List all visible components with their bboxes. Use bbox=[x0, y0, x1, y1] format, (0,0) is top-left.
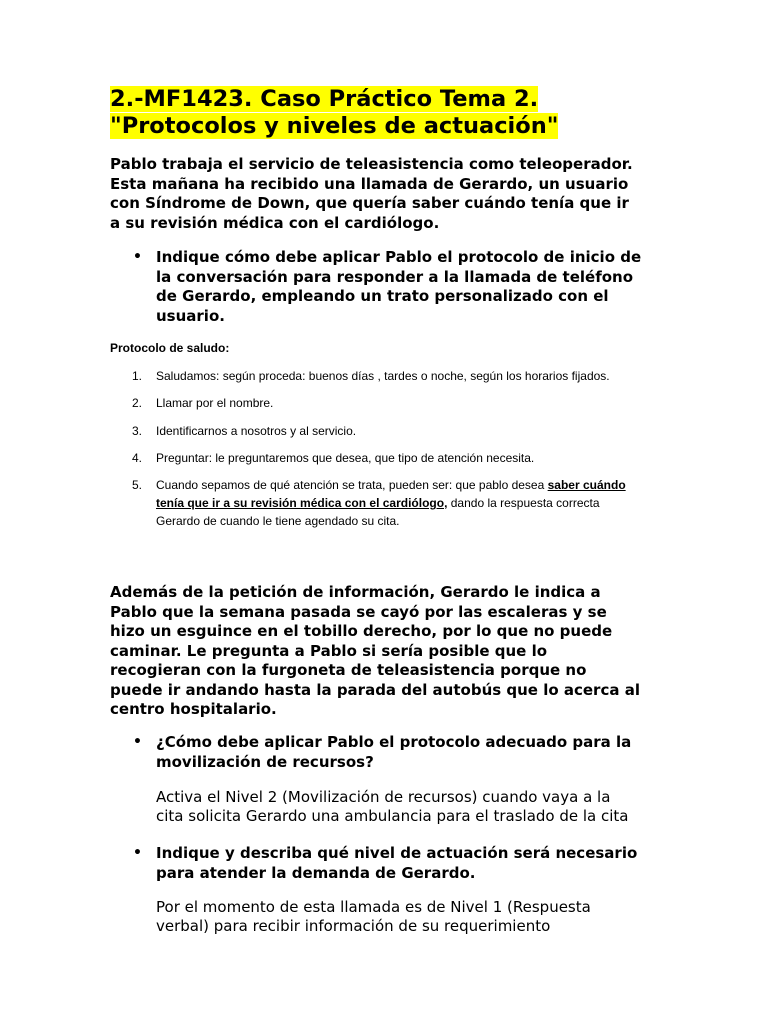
intro-paragraph: Pablo trabaja el servicio de teleasistencia como teleoperador. Esta mañana ha recibido una llamada de Gerardo, un usuario con Síndrome de Down, que quería saber cuándo tenía que ir a su revisión médica con el cardiólogo. bbox=[110, 155, 633, 232]
title-line-1: 2.-MF1423. Caso Práctico Tema 2. bbox=[110, 86, 539, 112]
bullet-icon: • bbox=[133, 734, 142, 750]
bullet-icon: • bbox=[133, 249, 142, 265]
bullet-icon: • bbox=[133, 845, 142, 861]
document-page: 2.-MF1423. Caso Práctico Tema 2. "Protocolos y niveles de actuación" Pablo trabaja el servicio de teleasistencia como teleoperador. Esta mañana ha recibido una llamada de Gerardo, un usuario con Síndrome de Down, que quería saber cuándo tenía que ir a su revisión médica con el cardiólogo. • Indique cómo debe aplicar Pablo el protocolo de inicio de la conversación para responder a la llamada de teléfono de Gerardo, empleando un trato personalizado con el usuario. Protocolo de saludo: 1. Saludamos: según proceda: buenos días , tardes o noche, según los horarios fijados. 2. Llamar por el nombre. 3. Identificarnos a nosotros y al servicio. 4. Preguntar: le preguntaremos que desea, que tipo de atención necesita. 5. Cuando sepamos de qué atención se trata, pueden ser: que pablo desea saber cuándo tenía que ir a su revisión médica con el cardiólogo, dando la respuesta correcta Gerardo de cuando le tiene agendado su cita. Además de la petición de información, Gerardo le indica a Pablo que la semana pasada se cayó por las escaleras y se hizo un esguince en el tobillo derecho, por lo que no puede caminar. Le pregunta a Pablo si sería posible que lo recogieran con la furgoneta de teleasistencia porque no puede ir andando hasta la parada del autobús que lo acerca al centro hospitalario. • ¿Cómo debe aplicar Pablo el protocolo adecuado para la movilización de recursos? Activa el Nivel 2 (Movilización de recursos) cuando vaya a la cita solicita Gerardo una ambulancia para el traslado de la cita • Indique y describa qué nivel de actuación será necesario para atender la demanda de Gerardo. Por el momento de esta llamada es de Nivel 1 (Respuesta verbal) para recibir información de su requerimiento bbox=[0, 0, 768, 1024]
title-line-2: "Protocolos y niveles de actuación" bbox=[110, 113, 559, 139]
answer-3: Por el momento de esta llamada es de Nivel 1 (Respuesta verbal) para recibir información de su requerimiento bbox=[156, 898, 591, 935]
document-title bbox=[110, 86, 558, 140]
protocol-heading: Protocolo de saludo: bbox=[110, 341, 230, 355]
answer-2: Activa el Nivel 2 (Movilización de recursos) cuando vaya a la cita solicita Gerardo una ambulancia para el traslado de la cita bbox=[156, 788, 629, 825]
paragraph-2: Además de la petición de información, Gerardo le indica a Pablo que la semana pasada se cayó por las escaleras y se hizo un esguince en el tobillo derecho, por lo que no puede caminar. Le pregunta a Pablo si sería posible que lo recogieran con la furgoneta de teleasistencia porque no puede ir andando hasta la parada del autobús que lo acerca al centro hospitalario. bbox=[110, 583, 640, 718]
